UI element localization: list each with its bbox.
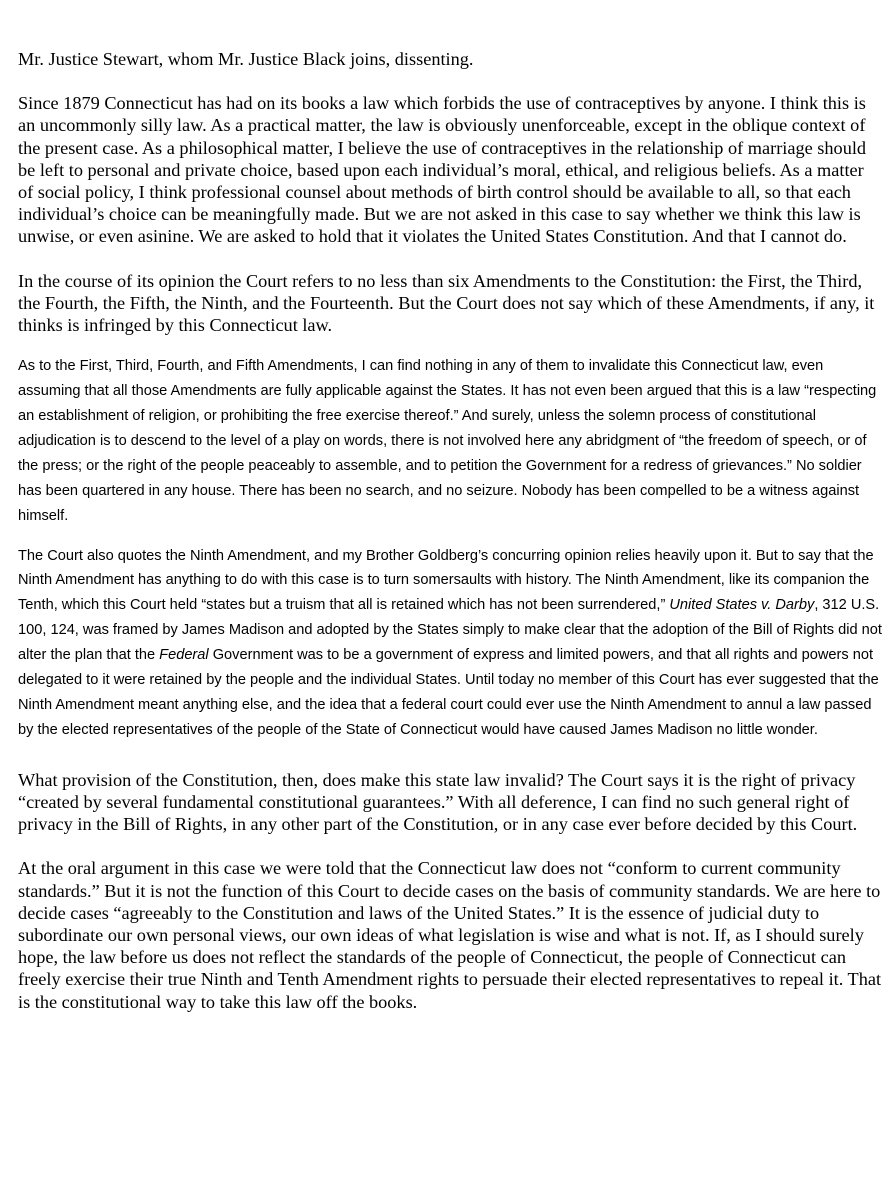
ninth-text-a: The Court also quotes the Ninth Amendment, and my Brother Goldberg’s concurring opinion relies heavily upon it. But to say that the Ninth Amendment has anything to do with this case is to turn somersaults with history. The Ninth Amendment, like its companion the Tenth, which this Court held “states but a truism that all is retained which has not been surrendered,” <box>18 547 874 614</box>
paragraph-community-standards: At the oral argument in this case we were told that the Connecticut law does not “conform to current community standards.” But it is not the function of this Court to decide cases on the basis of community standards. We are here to decide cases “agreeably to the Constitution and laws of the United States.” It is the essence of judicial duty to subordinate our own personal views, our own ideas of what legislation is wise and what is not. If, as I should surely hope, the law before us does not reflect the standards of the people of Connecticut, the people of Connecticut can freely exercise their true Ninth and Tenth Amendment rights to persuade their elected representatives to repeal it. That is the constitutional way to take this law off the books. <box>18 858 882 1012</box>
paragraph-six-amendments: In the course of its opinion the Court refers to no less than six Amendments to the Constitution: the First, the Third, the Fourth, the Fifth, the Ninth, and the Fourteenth. But the Court does not say which of these Amendments, if any, it thinks is infringed by this Connecticut law. <box>18 270 875 336</box>
ninth-text-b: , 312 U.S. 100, 124, was framed by James Madison and adopted by the States simply to make clear that the adoption of the Bill of Rights did not alter the plan that the <box>18 597 882 664</box>
federal-emphasis: Federal <box>159 647 209 664</box>
ninth-text-c: Government was to be a government of express and limited powers, and that all rights and powers not delegated to it were retained by the people and the individual States. Until today no member of this Court has ever suggested that the Ninth Amendment meant anything else, and the idea that a federal court could ever use the Ninth Amendment to annul a law passed by the elected representatives of the people of the State of Connecticut would have caused James Madison no little wonder. <box>18 647 879 738</box>
paragraph-first-through-fifth: As to the First, Third, Fourth, and Fifth Amendments, I can find nothing in any of them to invalidate this Connecticut law, even assuming that all those Amendments are fully applicable against the States. It has not even been argued that this is a law “respecting an establishment of religion, or prohibiting the free exercise thereof.” And surely, unless the solemn process of constitutional adjudication is to descend to the level of a play on words, there is not involved here any abridgment of “the freedom of speech, or of the press; or the right of the people peaceably to assemble, and to petition the Government for a redress of grievances.” No soldier has been quartered in any house. There has been no search, and no seizure. Nobody has been compelled to be a witness against himself. <box>18 358 877 524</box>
case-citation-darby: United States v. Darby <box>669 597 815 614</box>
paragraph-silly-law: Since 1879 Connecticut has had on its books a law which forbids the use of contraceptives by anyone. I think this is an uncommonly silly law. As a practical matter, the law is obviously unenforceable, except in the oblique context of the present case. As a philosophical matter, I believe the use of contraceptives in the relationship of marriage should be left to personal and private choice, based upon each individual’s moral, ethical, and religious beliefs. As a matter of social policy, I think professional counsel about methods of birth control should be available to all, so that each individual’s choice can be meaningfully made. But we are not asked in this case to say whether we think this law is unwise, or even asinine. We are asked to hold that it violates the United States Constitution. And that I cannot do. <box>18 93 867 247</box>
dissent-heading: Mr. Justice Stewart, whom Mr. Justice Black joins, dissenting. <box>18 49 474 69</box>
paragraph-right-of-privacy: What provision of the Constitution, then, does make this state law invalid? The Court says it is the right of privacy “created by several fundamental constitutional guarantees.” With all deference, I can find no such general right of privacy in the Bill of Rights, in any other part of the Constitution, or in any case ever before decided by this Court. <box>18 769 858 835</box>
paragraph-ninth-amendment <box>18 544 882 743</box>
